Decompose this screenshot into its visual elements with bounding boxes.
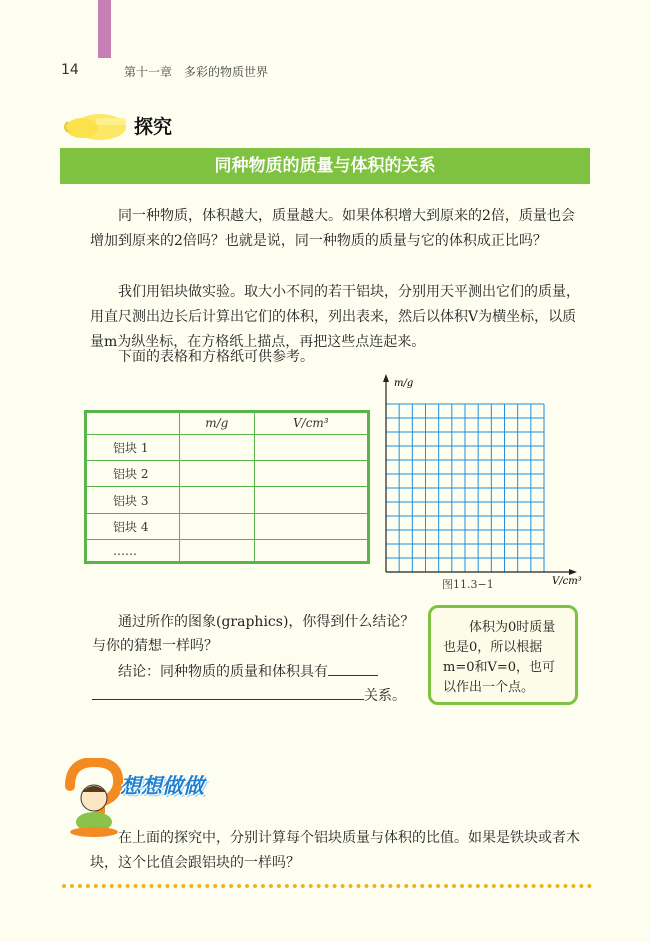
conclusion-blank-1[interactable]	[328, 661, 378, 676]
dotted-divider	[62, 884, 592, 888]
table-cell[interactable]	[254, 513, 367, 539]
paragraph-think-do: 在上面的探究中，分别计算每个铝块质量与体积的比值。如果是铁块或者木块，这个比值会跟铝块的一样吗？	[90, 830, 580, 871]
grid-lines	[386, 404, 544, 572]
x-axis-label: V/cm³	[552, 576, 582, 587]
table-row	[87, 487, 368, 513]
conclusion-suffix: 关系。	[364, 688, 406, 704]
conclusion-blank-2[interactable]	[92, 685, 364, 700]
table-header-row	[87, 413, 368, 435]
y-axis-label: m/g	[394, 378, 414, 389]
table-row-label: 铝块 2	[87, 461, 180, 487]
table-cell[interactable]	[254, 461, 367, 487]
table-cell[interactable]	[180, 513, 255, 539]
pointing-hand-icon	[60, 110, 128, 144]
data-table	[84, 410, 370, 564]
question-text: 通过所作的图象(graphics)，你得到什么结论？与你的猜想一样吗？	[92, 614, 415, 654]
chapter-title: 第十一章 多彩的物质世界	[124, 65, 269, 79]
table-cell[interactable]	[254, 434, 367, 460]
table-header-volume: V/cm³	[254, 413, 367, 435]
table-cell[interactable]	[180, 540, 255, 562]
y-axis-arrow	[383, 374, 389, 382]
table-row	[87, 461, 368, 487]
conclusion-line	[92, 660, 422, 708]
table-row-label: 铝块 3	[87, 487, 180, 513]
table-row	[87, 540, 368, 562]
table-row-label: 铝块 1	[87, 434, 180, 460]
table-cell[interactable]	[180, 461, 255, 487]
page-number: 14	[61, 62, 79, 78]
section-label: 探究	[134, 116, 173, 138]
x-axis-arrow	[569, 569, 577, 575]
grid-paper	[374, 372, 594, 594]
paragraph-reference: 下面的表格和方格纸可供参考。	[118, 349, 314, 365]
table-cell[interactable]	[254, 540, 367, 562]
table-row-label: ……	[87, 540, 180, 562]
table-header-mass: m/g	[180, 413, 255, 435]
tip-note: 体积为0时质量也是0，所以根据m=0和V=0，也可以作出一个点。	[428, 605, 578, 705]
figure-caption: 图11.3−1	[442, 578, 494, 591]
table-row-label: 铝块 4	[87, 513, 180, 539]
paragraph-method: 我们用铝块做实验。取大小不同的若干铝块，分别用天平测出它们的质量，用直尺测出边长后计算出它们的体积，列出表来，然后以体积V为横坐标，以质量m为纵坐标，在方格纸上描点，再把这些点连起来。	[90, 284, 580, 350]
table-row	[87, 434, 368, 460]
paragraph-intro: 同一种物质，体积越大，质量越大。如果体积增大到原来的2倍，质量也会增加到原来的2倍吗？也就是说，同一种物质的质量与它的体积成正比吗？	[90, 208, 575, 249]
table-cell[interactable]	[180, 487, 255, 513]
table-cell[interactable]	[254, 487, 367, 513]
conclusion-prefix: 结论：同种物质的质量和体积具有	[118, 664, 328, 680]
think-do-label: 想想做做	[120, 774, 204, 798]
table-header-cell	[87, 413, 180, 435]
section-title: 同种物质的质量与体积的关系	[60, 148, 590, 184]
table-cell[interactable]	[180, 434, 255, 460]
header-accent-bar	[98, 0, 111, 58]
table-row	[87, 513, 368, 539]
